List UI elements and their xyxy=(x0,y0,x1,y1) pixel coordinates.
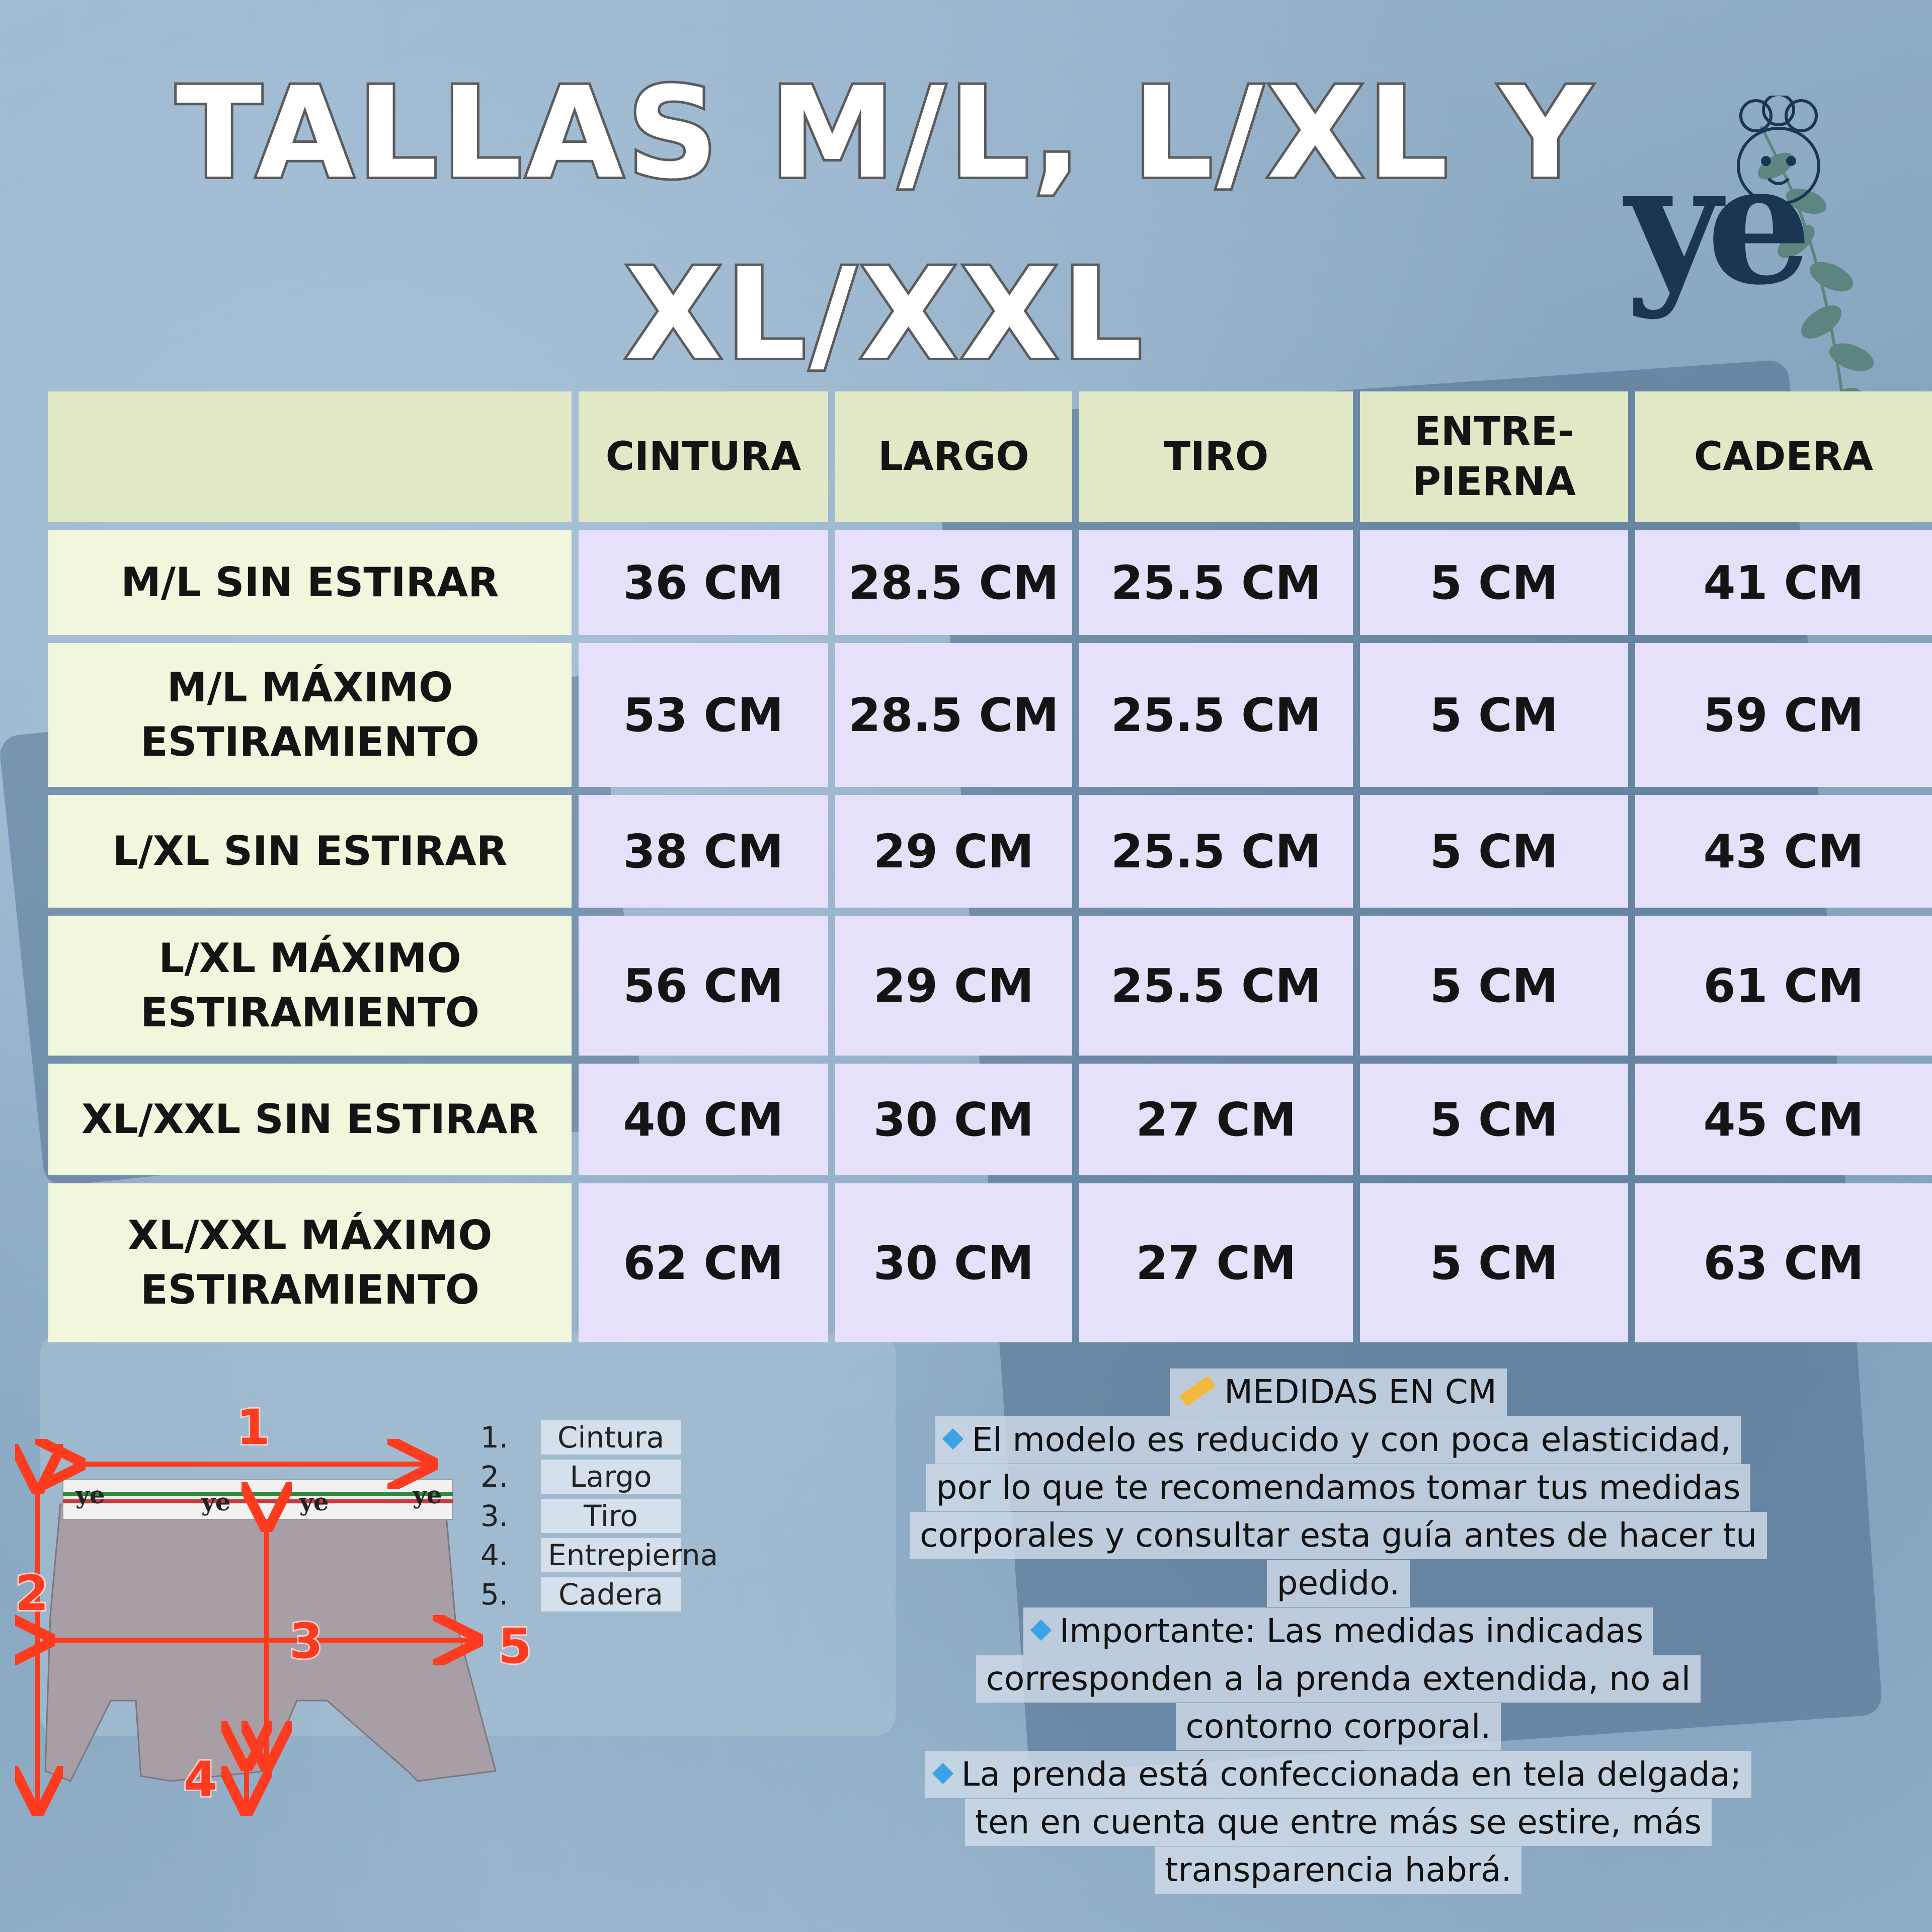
legend-item xyxy=(480,1497,681,1535)
note-line xyxy=(1176,1703,1501,1750)
table-value-cell: 25.5 CM xyxy=(1079,916,1353,1056)
page-title-line1: TALLAS M/L, L/XL Y xyxy=(176,60,1595,206)
table-value-cell: 28.5 CM xyxy=(835,643,1072,787)
table-value-cell: 43 CM xyxy=(1635,795,1932,908)
note-text: pedido. xyxy=(1276,1564,1400,1602)
table-row-label: M/L SIN ESTIRAR xyxy=(48,530,572,635)
legend-label: Tiro xyxy=(541,1499,681,1533)
legend-label: Entrepierna xyxy=(541,1538,681,1572)
table-value-cell: 25.5 CM xyxy=(1079,795,1353,908)
note-line xyxy=(1023,1607,1653,1655)
note-text: El modelo es reducido y con poca elasticidad, xyxy=(972,1420,1731,1459)
table-value-cell: 5 CM xyxy=(1360,1183,1628,1342)
legend-number: 1. xyxy=(480,1420,509,1455)
note-text: corresponden a la prenda extendida, no al xyxy=(986,1659,1691,1698)
legend-item xyxy=(480,1537,718,1574)
note-line xyxy=(1267,1560,1410,1607)
table-value-cell: 59 CM xyxy=(1635,643,1932,787)
legend-item xyxy=(480,1576,681,1613)
note-text: corporales y consultar esta guía antes de hacer tu xyxy=(920,1516,1757,1555)
legend-number: 2. xyxy=(480,1460,509,1494)
legend-item xyxy=(480,1458,681,1495)
legend-label: Cintura xyxy=(541,1420,681,1455)
table-value-cell: 36 CM xyxy=(579,530,828,635)
table-value-cell: 5 CM xyxy=(1360,530,1628,635)
table-value-cell: 41 CM xyxy=(1635,530,1932,635)
table-value-cell: 62 CM xyxy=(579,1183,828,1342)
marker-5: 5 xyxy=(498,1618,532,1674)
svg-text:ye: ye xyxy=(201,1488,231,1516)
legend-number: 3. xyxy=(480,1499,509,1533)
table-value-cell: 61 CM xyxy=(1635,916,1932,1056)
table-value-cell: 38 CM xyxy=(579,795,828,908)
marker-2: 2 xyxy=(15,1565,49,1622)
table-value-cell: 25.5 CM xyxy=(1079,643,1353,787)
table-header-cell: TIRO xyxy=(1079,391,1353,522)
table-value-cell: 5 CM xyxy=(1360,1064,1628,1175)
table-value-cell: 28.5 CM xyxy=(835,530,1072,635)
table-value-cell: 45 CM xyxy=(1635,1064,1932,1175)
table-row-label: M/L MÁXIMO ESTIRAMIENTO xyxy=(48,643,572,787)
table-value-cell: 29 CM xyxy=(835,795,1072,908)
table-value-cell: 25.5 CM xyxy=(1079,530,1353,635)
note-line xyxy=(1155,1846,1522,1894)
blue-diamond-icon xyxy=(932,1763,953,1784)
legend-item xyxy=(480,1419,681,1456)
note-text: Importante: Las medidas indicadas xyxy=(1059,1612,1644,1650)
waistband-logo: ye xyxy=(75,1481,105,1509)
legend-label: Largo xyxy=(541,1460,681,1494)
note-line xyxy=(910,1512,1767,1559)
ruler-icon xyxy=(1179,1376,1216,1406)
table-value-cell: 27 CM xyxy=(1079,1064,1353,1175)
table-value-cell: 5 CM xyxy=(1360,916,1628,1056)
note-text: transparencia habrá. xyxy=(1165,1850,1512,1889)
note-text: por lo que te recomendamos tomar tus medidas xyxy=(936,1468,1741,1507)
notes-panel xyxy=(785,1369,1892,1894)
table-value-cell: 63 CM xyxy=(1635,1183,1932,1342)
note-line xyxy=(976,1655,1701,1703)
legend-label: Cadera xyxy=(541,1577,681,1612)
blue-diamond-icon xyxy=(942,1428,963,1450)
note-text: La prenda está confeccionada en tela delgada; xyxy=(961,1755,1742,1794)
table-value-cell: 53 CM xyxy=(579,643,828,787)
table-row-label: XL/XXL SIN ESTIRAR xyxy=(48,1064,572,1175)
table-value-cell: 56 CM xyxy=(579,916,828,1056)
logo-text: ye xyxy=(1625,126,1797,321)
table-header-corner xyxy=(48,391,572,522)
marker-3: 3 xyxy=(289,1613,323,1669)
table-row-label: L/XL SIN ESTIRAR xyxy=(48,795,572,908)
note-text: ten en cuenta que entre más se estire, más xyxy=(975,1803,1702,1841)
legend-number: 5. xyxy=(480,1577,509,1612)
table-value-cell: 30 CM xyxy=(835,1183,1072,1342)
table-value-cell: 5 CM xyxy=(1360,795,1628,908)
legend-number: 4. xyxy=(480,1538,509,1572)
page-title-line2: XL/XXL xyxy=(624,241,1147,387)
table-row-label: XL/XXL MÁXIMO ESTIRAMIENTO xyxy=(48,1183,572,1342)
note-line xyxy=(965,1799,1712,1846)
table-header-cell: CADERA xyxy=(1635,391,1932,522)
notes-heading: MEDIDAS EN CM xyxy=(1170,1369,1507,1416)
table-row-label: L/XL MÁXIMO ESTIRAMIENTO xyxy=(48,916,572,1056)
table-value-cell: 40 CM xyxy=(579,1064,828,1175)
svg-text:ye: ye xyxy=(413,1481,442,1509)
table-value-cell: 30 CM xyxy=(835,1064,1072,1175)
note-text: contorno corporal. xyxy=(1185,1707,1491,1746)
note-line xyxy=(925,1751,1751,1798)
table-value-cell: 27 CM xyxy=(1079,1183,1353,1342)
table-value-cell: 29 CM xyxy=(835,916,1072,1056)
marker-4: 4 xyxy=(184,1751,217,1808)
table-header-cell: CINTURA xyxy=(579,391,828,522)
svg-text:ye: ye xyxy=(299,1488,329,1516)
table-header-cell: LARGO xyxy=(835,391,1072,522)
blue-diamond-icon xyxy=(1030,1620,1052,1641)
note-line xyxy=(935,1416,1741,1464)
marker-1: 1 xyxy=(236,1399,270,1456)
table-value-cell: 5 CM xyxy=(1360,643,1628,787)
table-header-cell: ENTRE- PIERNA xyxy=(1360,391,1628,522)
brand-logo xyxy=(1625,101,1826,321)
note-line xyxy=(926,1464,1751,1511)
